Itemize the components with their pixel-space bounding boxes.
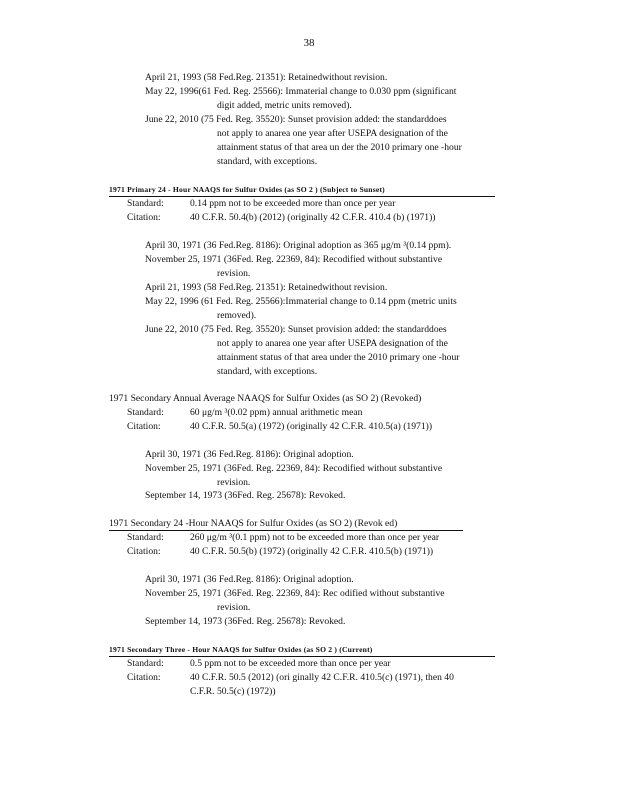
history-line: April 30, 1971 (36 Fed.Reg. 8186): Original adoption. [145,449,354,460]
history-line: standard, with exceptions. [217,156,318,167]
history-line: revision. [217,477,251,488]
history-line: revision. [217,602,251,613]
standard-label: Standard: [127,198,164,209]
history-line: November 25, 1971 (36Fed. Reg. 22369, 84): Rec odified without substantive [145,588,445,599]
history-line: not apply to anarea one year after USEPA designation of the [217,338,448,349]
history-line: April 30, 1971 (36 Fed.Reg. 8186): Original adoption as 365 μg/m ³(0.14 ppm). [145,240,452,251]
history-line: attainment status of that area un der the 2010 primary one -hour [217,142,462,153]
citation-text-continued: C.F.R. 50.5(c) (1972)) [190,686,276,697]
standard-label: Standard: [127,407,164,418]
standard-text: 0.5 ppm not to be exceeded more than once per year [190,658,391,669]
standard-label: Standard: [127,658,164,669]
citation-label: Citation: [127,546,161,557]
standard-text: 0.14 ppm not to be exceeded more than once per year [190,198,396,209]
history-line: June 22, 2010 (75 Fed. Reg. 35520): Sunset provision added: the standarddoes [145,324,447,335]
history-line: September 14, 1973 (36Fed. Reg. 25678): Revoked. [145,490,346,501]
standard-text: 60 μg/m ³(0.02 ppm) annual arithmetic mean [190,407,363,418]
section-heading: 1971 Secondary Annual Average NAAQS for Sulfur Oxides (as SO 2) (Revoked) [109,393,422,404]
page-number: 38 [303,37,315,49]
standard-text: 260 μg/m ³(0.1 ppm) not to be exceeded more than once per year [190,532,440,543]
history-line: digit added, metric units removed). [217,100,352,111]
history-line: attainment status of that area under the 2010 primary one -hour [217,352,460,363]
standard-label: Standard: [127,532,164,543]
citation-text: 40 C.F.R. 50.5(a) (1972) (originally 42 C.F.R. 410.5(a) (1971)) [190,421,433,432]
section-heading: 1971 Secondary Three - Hour NAAQS for Sulfur Oxides (as SO 2 ) (Current) [109,644,495,657]
history-line: May 22, 1996 (61 Fed. Reg. 25566):Immaterial change to 0.14 ppm (metric units [145,296,457,307]
history-line: November 25, 1971 (36Fed. Reg. 22369, 84): Recodified without substantive [145,463,443,474]
citation-label: Citation: [127,672,161,683]
citation-text: 40 C.F.R. 50.5(b) (1972) (originally 42 C.F.R. 410.5(b) (1971)) [190,546,434,557]
history-line: April 21, 1993 (58 Fed.Reg. 21351): Retainedwithout revision. [145,72,388,83]
section-heading: 1971 Secondary 24 -Hour NAAQS for Sulfur Oxides (as SO 2) (Revok ed) [109,518,463,531]
citation-label: Citation: [127,421,161,432]
section-heading: 1971 Primary 24 - Hour NAAQS for Sulfur Oxides (as SO 2 ) (Subject to Sunset) [109,184,495,197]
history-line: June 22, 2010 (75 Fed. Reg. 35520): Sunset provision added: the standarddoes [145,114,447,125]
history-line: May 22, 1996(61 Fed. Reg. 25566): Immaterial change to 0.030 ppm (significant [145,86,457,97]
citation-text: 40 C.F.R. 50.5 (2012) (ori ginally 42 C.F.R. 410.5(c) (1971), then 40 [190,672,454,683]
citation-label: Citation: [127,212,161,223]
history-line: removed). [217,310,257,321]
history-line: April 21, 1993 (58 Fed.Reg. 21351): Retainedwithout revision. [145,282,388,293]
history-line: November 25, 1971 (36Fed. Reg. 22369, 84): Recodified without substantive [145,254,443,265]
history-line: April 30, 1971 (36 Fed.Reg. 8186): Original adoption. [145,574,354,585]
citation-text: 40 C.F.R. 50.4(b) (2012) (originally 42 C.F.R. 410.4 (b) (1971)) [190,212,436,223]
history-line: not apply to anarea one year after USEPA designation of the [217,128,448,139]
history-line: revision. [217,268,251,279]
history-line: standard, with exceptions. [217,366,318,377]
history-line: September 14, 1973 (36Fed. Reg. 25678): Revoked. [145,616,346,627]
